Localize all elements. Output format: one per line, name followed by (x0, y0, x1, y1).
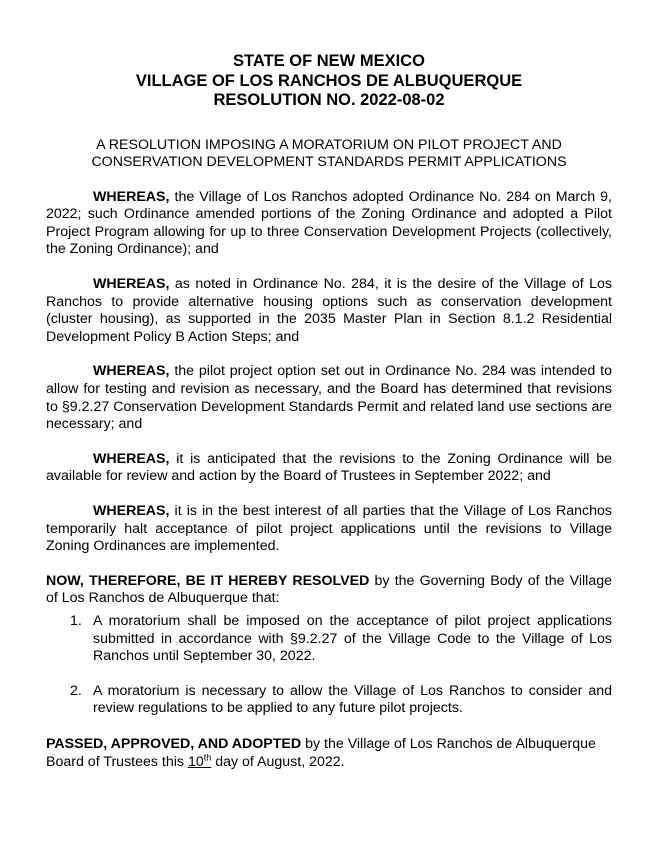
whereas-text: the Village of Los Ranchos adopted Ordinance No. 284 on March 9, 2022; such Ordinance amended portions of the Zoning Ordinance and adopted a Pilot Project Program allowing for up to three Conservation Development Projects (collectively, the Zoning Ordinance); and (46, 188, 612, 258)
passed-label: PASSED, APPROVED, AND ADOPTED (46, 735, 302, 752)
item-text: A moratorium is necessary to allow the Village of Los Ranchos to consider and review regulations to be applied to any future pilot projects. (93, 682, 612, 717)
whereas-paragraph (46, 189, 612, 259)
resolution-items (46, 613, 612, 718)
whereas-text: as noted in Ordinance No. 284, it is the desire of the Village of Los Ranchos to provide alternative housing options such as conservation development (cluster housing), as supported in the 2035 Master Plan in Section 8.1.2 Residential Development Policy B Action Steps; and (46, 276, 612, 345)
whereas-label: WHEREAS, (93, 503, 170, 519)
passed-text: by the Village of Los Ranchos de Albuquerque Board of Trustees this (46, 735, 596, 770)
resolution-document (46, 52, 612, 771)
whereas-paragraph (46, 503, 612, 556)
resolved-text: by the Governing Body of the Village of Los Ranchos de Albuquerque that: (46, 572, 612, 607)
whereas-paragraph (46, 276, 612, 346)
list-item (46, 613, 612, 666)
whereas-text: it is in the best interest of all parties that the Village of Los Ranchos temporarily halt acceptance of pilot project applications until the revisions to Village Zoning Ordinances are implemented. (46, 503, 612, 555)
whereas-label: WHEREAS, (93, 276, 170, 293)
whereas-paragraph (46, 363, 612, 433)
whereas-paragraph (46, 451, 612, 486)
item-text: A moratorium shall be imposed on the acceptance of pilot project applications submitted in accordance with §9.2.27 of the Village Code to the Village of Los Ranchos until September 30, 2022. (93, 612, 612, 665)
header-state: STATE OF NEW MEXICO (233, 52, 425, 70)
passed-day-number: 10 (187, 753, 204, 770)
passed-text-after: day of August, 2022. (215, 753, 345, 770)
whereas-label: WHEREAS, (93, 188, 170, 205)
whereas-label: WHEREAS, (93, 450, 170, 467)
resolved-label: NOW, THEREFORE, BE IT HEREBY RESOLVED (46, 572, 370, 589)
passed-day (187, 751, 212, 770)
header-resolution-number: RESOLUTION NO. 2022-08-02 (213, 91, 445, 109)
resolved-paragraph (46, 573, 612, 608)
passed-paragraph (46, 736, 612, 771)
item-number: 2. (70, 682, 82, 699)
header-village: VILLAGE OF LOS RANCHOS DE ALBUQUERQUE (135, 71, 523, 90)
item-number: 1. (70, 612, 82, 629)
whereas-text: the pilot project option set out in Ordinance No. 284 was intended to allow for testing and revision as necessary, and the Board has determined that revisions to §9.2.27 Conservation Development Standards Permit and related land use sections are necessary; and (46, 363, 612, 433)
whereas-label: WHEREAS, (93, 363, 170, 380)
whereas-text: it is anticipated that the revisions to the Zoning Ordinance will be available for review and action by the Board of Trustees in September 2022; and (46, 450, 612, 485)
list-item (46, 683, 612, 718)
resolution-subtitle: A RESOLUTION IMPOSING A MORATORIUM ON PILOT PROJECT AND CONSERVATION DEVELOPMENT STANDARDS PERMIT APPLICATIONS (91, 136, 567, 171)
passed-day-suffix: th (203, 751, 212, 762)
